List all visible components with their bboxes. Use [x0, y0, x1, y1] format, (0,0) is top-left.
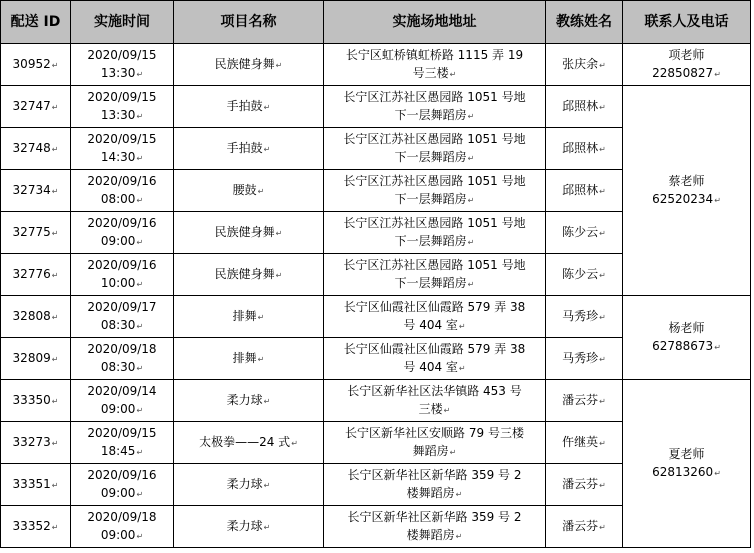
cell-time: 2020/09/15 18:45↵: [71, 422, 174, 464]
cell-id: 32808↵: [1, 296, 71, 338]
cell-coach: 潘云芬↵: [546, 380, 623, 422]
cell-project: 排舞↵: [174, 296, 324, 338]
cell-coach: 陈少云↵: [546, 212, 623, 254]
header-coach: 教练姓名: [546, 1, 623, 44]
cell-id: 33273↵: [1, 422, 71, 464]
cell-time: 2020/09/15 13:30↵: [71, 86, 174, 128]
cell-address: 长宁区新华社区法华镇路 453 号 三楼↵: [324, 380, 546, 422]
cell-contact: 蔡老师 62520234↵: [623, 86, 751, 296]
cell-time: 2020/09/16 09:00↵: [71, 212, 174, 254]
cell-time: 2020/09/14 09:00↵: [71, 380, 174, 422]
cell-time: 2020/09/16 09:00↵: [71, 464, 174, 506]
cell-contact: 项老师 22850827↵: [623, 44, 751, 86]
cell-project: 腰鼓↵: [174, 170, 324, 212]
table-row: [1, 296, 751, 338]
cell-time: 2020/09/15 14:30↵: [71, 128, 174, 170]
header-row: [1, 1, 751, 44]
header-address: 实施场地地址: [324, 1, 546, 44]
cell-address: 长宁区江苏社区愚园路 1051 号地 下一层舞蹈房↵: [324, 254, 546, 296]
cell-time: 2020/09/15 13:30↵: [71, 44, 174, 86]
cell-id: 32748↵: [1, 128, 71, 170]
cell-address: 长宁区江苏社区愚园路 1051 号地 下一层舞蹈房↵: [324, 212, 546, 254]
cell-coach: 邱照林↵: [546, 170, 623, 212]
cell-project: 手拍鼓↵: [174, 128, 324, 170]
header-project: 项目名称: [174, 1, 324, 44]
cell-address: 长宁区仙霞社区仙霞路 579 弄 38 号 404 室↵: [324, 338, 546, 380]
cell-project: 民族健身舞↵: [174, 212, 324, 254]
cell-time: 2020/09/16 08:00↵: [71, 170, 174, 212]
cell-id: 32809↵: [1, 338, 71, 380]
cell-project: 排舞↵: [174, 338, 324, 380]
cell-time: 2020/09/16 10:00↵: [71, 254, 174, 296]
cell-address: 长宁区新华社区新华路 359 号 2 楼舞蹈房↵: [324, 506, 546, 548]
cell-project: 柔力球↵: [174, 506, 324, 548]
cell-contact: 夏老师 62813260↵: [623, 380, 751, 548]
table-row: [1, 44, 751, 86]
cell-time: 2020/09/18 09:00↵: [71, 506, 174, 548]
header-contact: 联系人及电话: [623, 1, 751, 44]
cell-address: 长宁区江苏社区愚园路 1051 号地 下一层舞蹈房↵: [324, 128, 546, 170]
cell-project: 柔力球↵: [174, 464, 324, 506]
cell-address: 长宁区新华社区安顺路 79 号三楼 舞蹈房↵: [324, 422, 546, 464]
table-row: [1, 380, 751, 422]
cell-coach: 马秀珍↵: [546, 338, 623, 380]
header-delivery-id: 配送 ID: [1, 1, 71, 44]
cell-address: 长宁区江苏社区愚园路 1051 号地 下一层舞蹈房↵: [324, 86, 546, 128]
cell-time: 2020/09/17 08:30↵: [71, 296, 174, 338]
cell-coach: 邱照林↵: [546, 128, 623, 170]
cell-coach: 马秀珍↵: [546, 296, 623, 338]
cell-id: 32734↵: [1, 170, 71, 212]
cell-address: 长宁区江苏社区愚园路 1051 号地 下一层舞蹈房↵: [324, 170, 546, 212]
table-row: [1, 86, 751, 128]
cell-id: 32776↵: [1, 254, 71, 296]
cell-project: 手拍鼓↵: [174, 86, 324, 128]
header-time: 实施时间: [71, 1, 174, 44]
cell-id: 32775↵: [1, 212, 71, 254]
cell-project: 民族健身舞↵: [174, 44, 324, 86]
cell-coach: 陈少云↵: [546, 254, 623, 296]
cell-address: 长宁区仙霞社区仙霞路 579 弄 38 号 404 室↵: [324, 296, 546, 338]
cell-project: 民族健身舞↵: [174, 254, 324, 296]
cell-coach: 潘云芬↵: [546, 464, 623, 506]
cell-project: 太极拳——24 式↵: [174, 422, 324, 464]
cell-time: 2020/09/18 08:30↵: [71, 338, 174, 380]
cell-coach: 潘云芬↵: [546, 506, 623, 548]
cell-id: 33350↵: [1, 380, 71, 422]
cell-contact: 杨老师 62788673↵: [623, 296, 751, 380]
cell-address: 长宁区虹桥镇虹桥路 1115 弄 19 号三楼↵: [324, 44, 546, 86]
cell-id: 32747↵: [1, 86, 71, 128]
cell-id: 33352↵: [1, 506, 71, 548]
cell-project: 柔力球↵: [174, 380, 324, 422]
cell-coach: 张庆余↵: [546, 44, 623, 86]
cell-id: 30952↵: [1, 44, 71, 86]
cell-coach: 邱照林↵: [546, 86, 623, 128]
cell-id: 33351↵: [1, 464, 71, 506]
cell-address: 长宁区新华社区新华路 359 号 2 楼舞蹈房↵: [324, 464, 546, 506]
cell-coach: 仵继英↵: [546, 422, 623, 464]
